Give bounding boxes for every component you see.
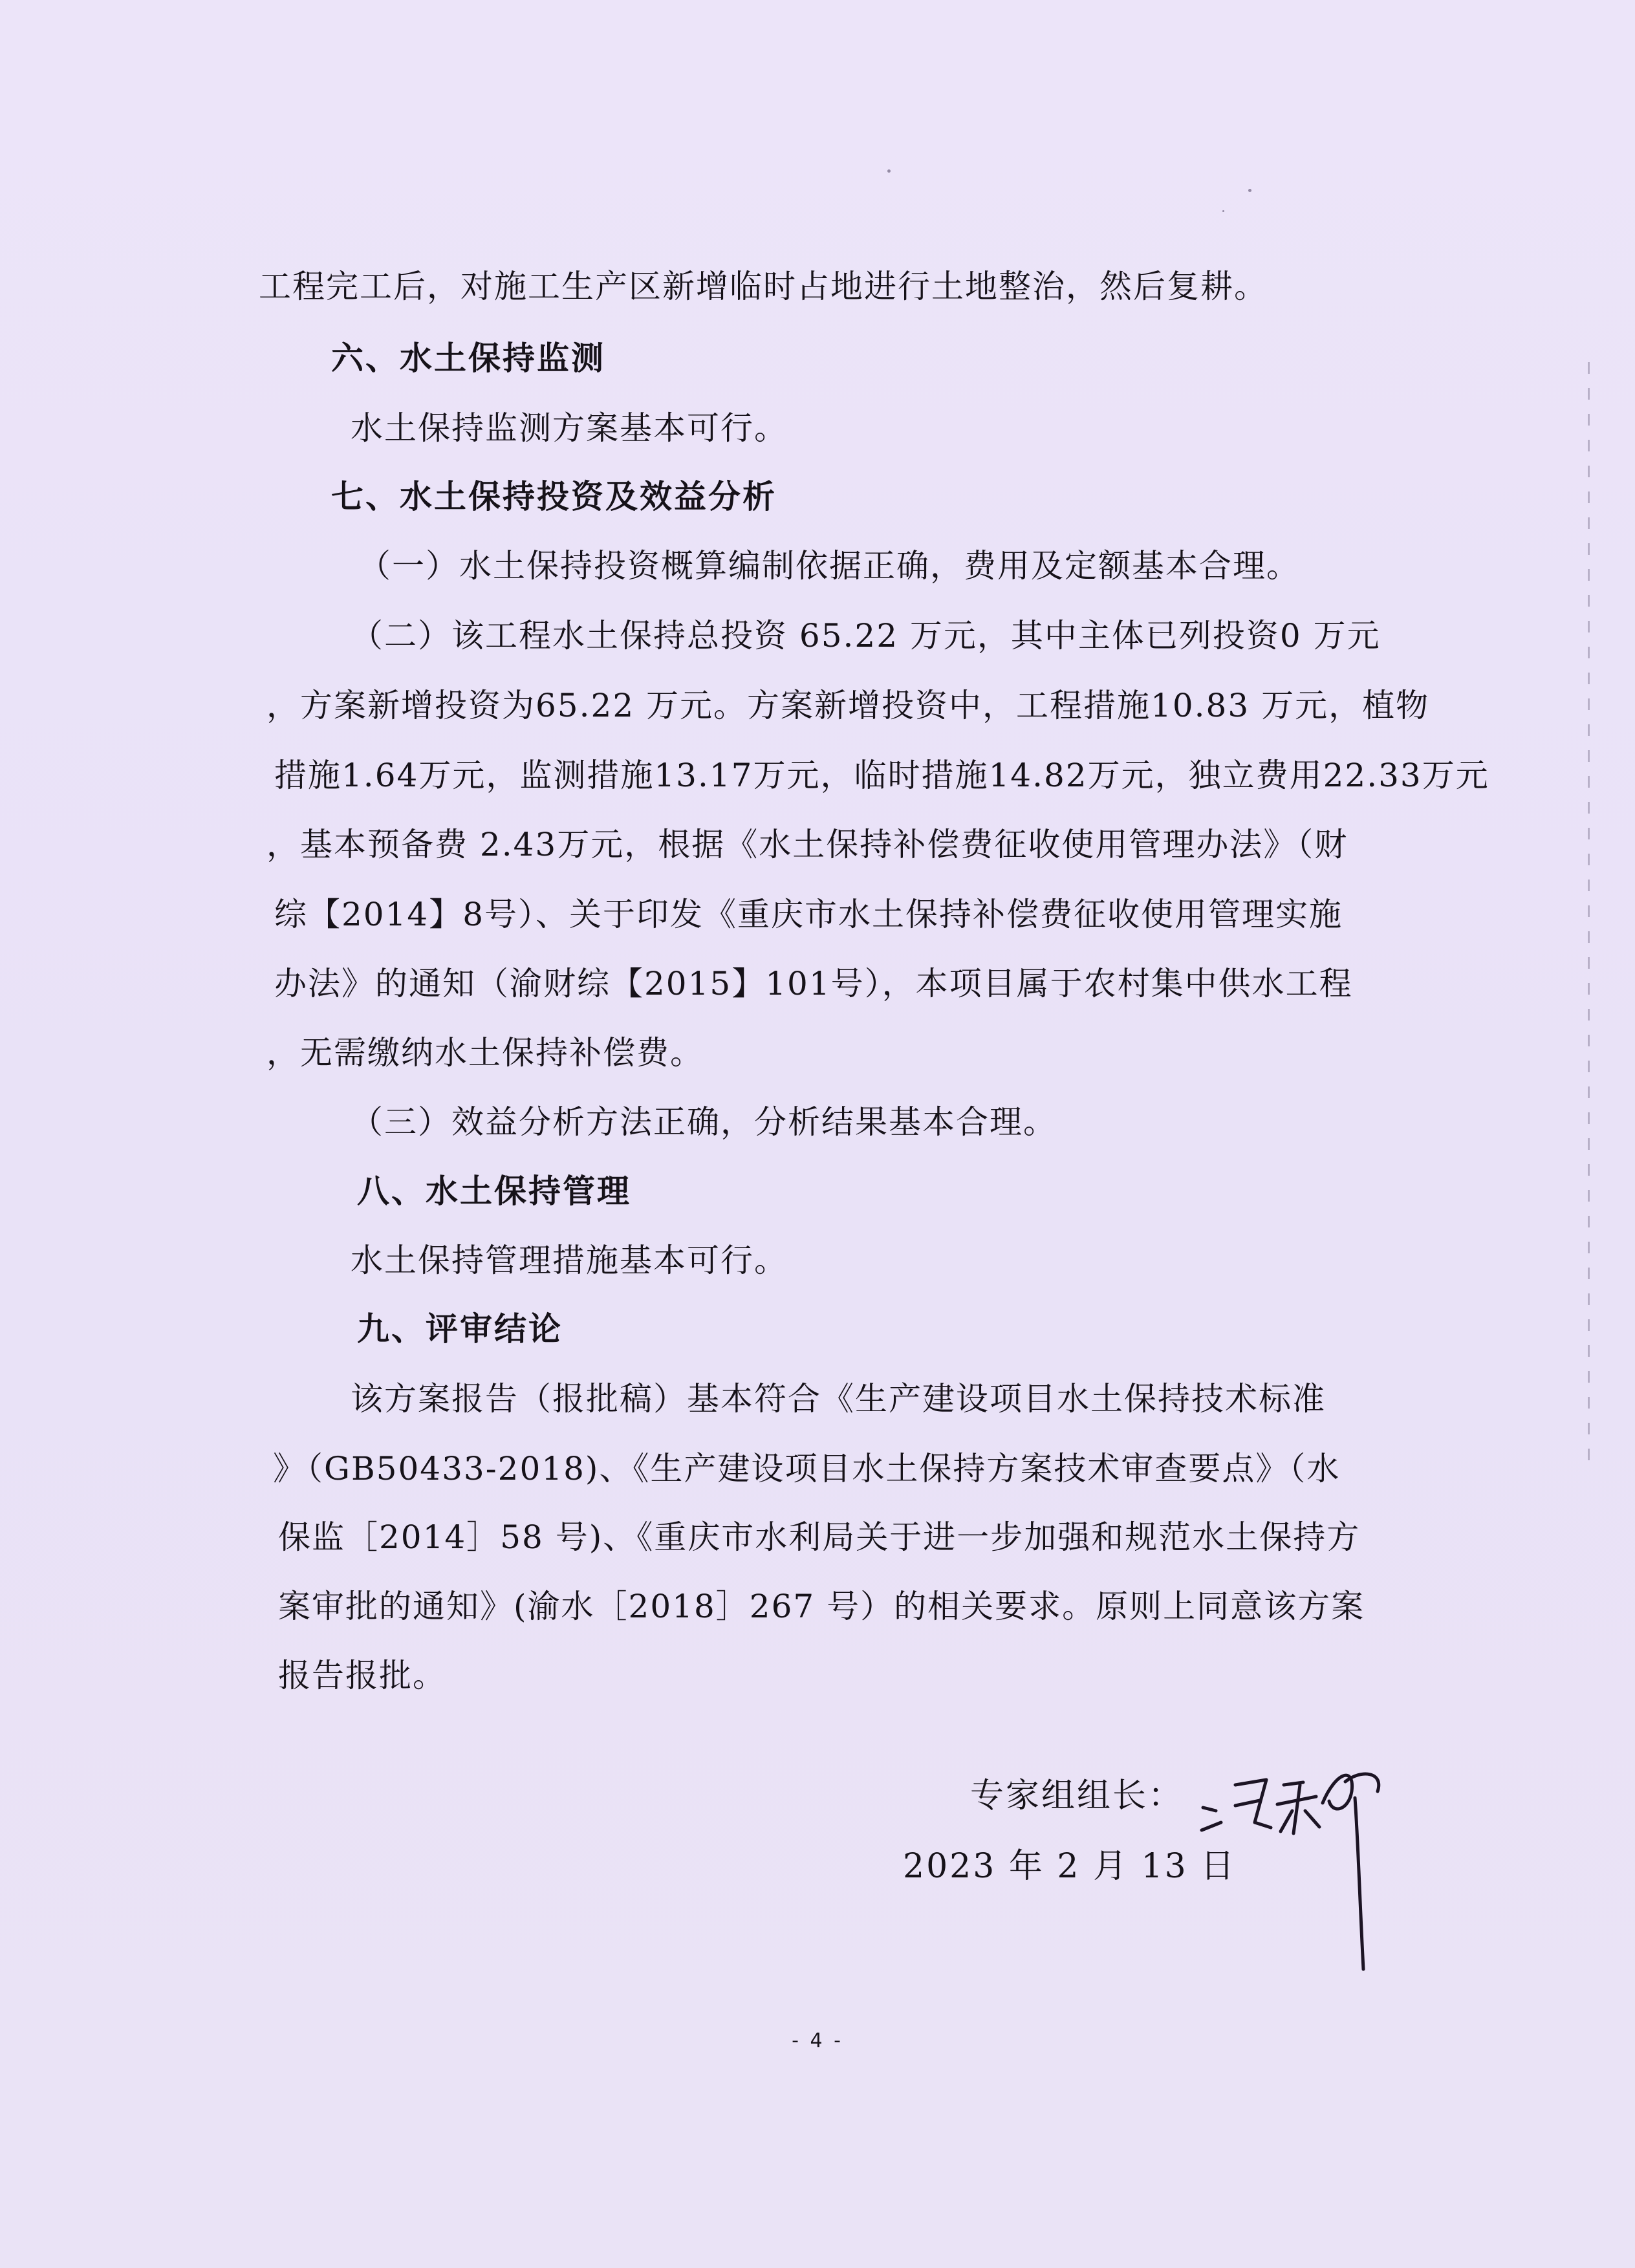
body-line: 办法》的通知（渝财综【2015】101号），本项目属于农村集中供水工程 bbox=[274, 965, 1353, 1002]
page-number: - 4 - bbox=[792, 2029, 843, 2052]
scan-speck bbox=[1248, 189, 1251, 192]
body-line: （三）效益分析方法正确，分析结果基本合理。 bbox=[351, 1103, 1057, 1141]
section-heading-management: 八、水土保持管理 bbox=[357, 1172, 631, 1210]
section-heading-monitoring: 六、水土保持监测 bbox=[331, 340, 605, 377]
body-line: 保监［2014］58 号)、《重庆市水利局关于进一步加强和规范水土保持方 bbox=[278, 1518, 1361, 1556]
body-line: 综【2014】8号）、关于印发《重庆市水土保持补偿费征收使用管理实施 bbox=[274, 896, 1343, 933]
body-line: ，基本预备费 2.43万元，根据《水土保持补偿费征收使用管理办法》（财 bbox=[266, 826, 1348, 863]
body-line: 水土保持监测方案基本可行。 bbox=[351, 409, 788, 447]
body-line: 案审批的通知》(渝水［2018］267 号）的相关要求。原则上同意该方案 bbox=[278, 1588, 1365, 1625]
scan-speck bbox=[887, 169, 891, 173]
body-line: 措施1.64万元，监测措施13.17万元，临时措施14.82万元，独立费用22.33万元 bbox=[274, 757, 1489, 794]
expert-leader-label: 专家组组长： bbox=[970, 1777, 1184, 1815]
section-heading-investment: 七、水土保持投资及效益分析 bbox=[331, 478, 777, 515]
body-line: 该方案报告（报批稿）基本符合《生产建设项目水土保持技术标准 bbox=[351, 1380, 1326, 1418]
body-line: （二）该工程水土保持总投资 65.22 万元，其中主体已列投资0 万元 bbox=[351, 617, 1381, 654]
body-line: 》（GB50433-2018)、《生产建设项目水土保持方案技术审查要点》（水 bbox=[273, 1450, 1341, 1487]
body-line: 工程完工后，对施工生产区新增临时占地进行土地整治，然后复耕。 bbox=[259, 268, 1268, 305]
body-line: 水土保持管理措施基本可行。 bbox=[351, 1242, 788, 1279]
body-line: （一）水土保持投资概算编制依据正确，费用及定额基本合理。 bbox=[358, 547, 1300, 585]
handwritten-signature bbox=[1190, 1746, 1403, 1979]
body-line: ，方案新增投资为65.22 万元。方案新增投资中，工程措施10.83 万元，植物 bbox=[266, 687, 1430, 724]
section-heading-conclusion: 九、评审结论 bbox=[357, 1310, 563, 1348]
body-line: 报告报批。 bbox=[278, 1657, 446, 1694]
scan-speck bbox=[1222, 210, 1224, 212]
body-line: ，无需缴纳水土保持补偿费。 bbox=[266, 1034, 704, 1072]
scan-edge-artifact bbox=[1588, 362, 1590, 1462]
signature-date: 2023 年 2 月 13 日 bbox=[903, 1847, 1237, 1886]
